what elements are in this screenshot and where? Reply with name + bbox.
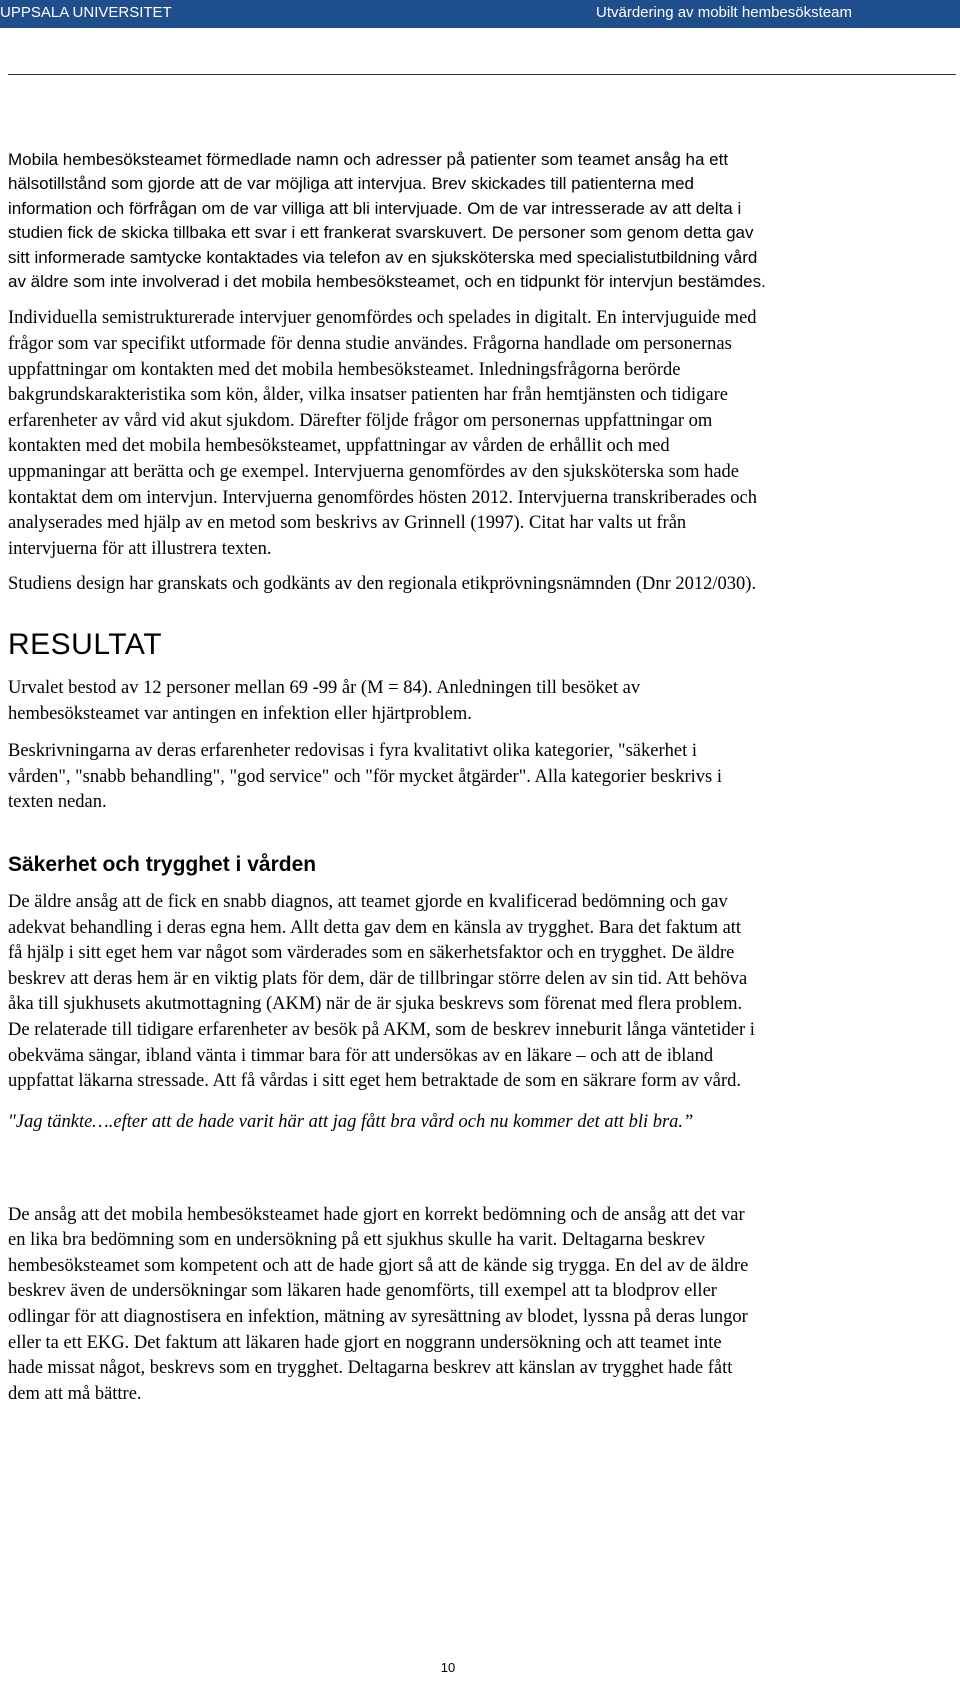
text-line: Beskrivningarna av deras erfarenheter redovisas i fyra kvalitativt olika kategorier, "säkerhet i [8,741,697,762]
text-line: De äldre ansåg att de fick en snabb diagnos, att teamet gjorde en kvalificerad bedömning och gav [8,891,728,912]
text-line: åka till sjukhusets akutmottagning (AKM) när de är sjuka beskrevs som förenat med flera problem. [8,994,743,1015]
text-line: erfarenheter av vård vid akut sjukdom. Därefter följde frågor om personernas uppfattningar om [8,410,713,431]
text-line: analyserades med hjälp av en metod som beskrivs av Grinnell (1997). Citat har valts ut från [8,513,687,534]
text-line: texten nedan. [8,792,107,813]
text-line: uppfattat läkarna stressade. Att få vårdas i sitt eget hem betraktade de som en säkrare form av vård. [8,1071,742,1092]
text-line: information och förfrågan om de var villiga att bli intervjuade. Om de var intresserade av att delta i [8,198,742,218]
header-university: UPPSALA UNIVERSITET [0,4,172,21]
text-line: av äldre som inte involverad i det mobila hembesöksteamet, och en tidpunkt för intervjun bestämdes. [8,272,766,292]
text-line: uppmaningar att berätta och ge exempel. Intervjuerna genomfördes av den sjuksköterska som hade [8,462,740,482]
methods-paragraph [8,306,958,562]
safety-section-heading: Säkerhet och trygghet i vården [8,852,317,876]
text-line: en lika bra bedömning som en undersökning på ett sjukhus skulle ha varit. Deltagarna beskrev [8,1230,706,1251]
text-line: hembesöksteamet var antingen en infektion eller hjärtproblem. [8,703,472,724]
results-sample-paragraph [8,676,958,727]
text-line: få hjälp i sitt eget hem var något som värderades som en säkerhetsfaktor och en trygghet. De äldre [8,943,735,964]
text-line: De relaterade till tidigare erfarenheter av besök på AKM, som de beskrev inneburit långa väntetider i [8,1019,755,1040]
text-line: sitt informerade samtycke kontaktades via telefon av en sjuksköterska med specialistutbildning vård [8,247,758,267]
header-divider [8,74,956,75]
text-line: hembesöksteamet som kompetent och att de hade gjort så att de kände sig trygga. En del av de äldre [8,1255,749,1276]
text-line: adekvat behandling i deras egna hem. Allt detta gav dem en känsla av trygghet. Bara det faktum att [8,917,742,938]
safety-paragraph [8,890,958,1095]
text-line: kontaktat dem om intervjun. Intervjuerna genomfördes hösten 2012. Intervjuerna transkriberades och [8,487,758,508]
participant-quote: "Jag tänkte….efter att de hade varit här att jag fått bra vård och nu kommer det att bli bra.” [8,1111,694,1132]
text-line: hade missat något, beskrevs som en trygghet. Deltagarna beskrev att känslan av trygghet hade fått [8,1358,733,1379]
results-heading: RESULTAT [8,627,163,661]
text-line: Studiens design har granskats och godkänts av den regionala etikprövningsnämnden (Dnr 2012/030). [8,574,757,595]
text-line: De ansåg att det mobila hembesöksteamet hade gjort en korrekt bedömning och de ansåg att det var [8,1204,745,1225]
header-bar [0,0,960,28]
header-document-title: Utvärdering av mobilt hembesöksteam [596,4,852,21]
ethics-paragraph [8,572,958,598]
intro-paragraph [8,148,958,294]
text-line: uppfattningar om kontakten med det mobila hembesöksteamet. Inledningsfrågorna berörde [8,359,681,380]
text-line: frågor som var specifikt utformade för denna studie användes. Frågorna handlade om personernas [8,334,732,355]
text-line: beskrev även de undersökningar som läkaren hade genomförts, till exempel att ta blodprov eller [8,1281,717,1302]
text-line: studien fick de skicka tillbaka ett svar i ett frankerat svarskuvert. De personer som genom detta gav [8,223,754,243]
assessment-paragraph [8,1203,958,1408]
text-line: Mobila hembesöksteamet förmedlade namn och adresser på patienter som teamet ansåg ha ett [8,150,729,169]
section-spacer [8,1135,958,1203]
text-line: bakgrundskarakteristika som kön, ålder, vilka insatser patienten har från hemtjänsten och tidigare [8,385,729,406]
text-line: eller ta ett EKG. Det faktum att läkaren hade gjort en noggrann undersökning och att teamet inte [8,1332,722,1353]
text-line: beskrev att deras hem är en viktig plats för dem, där de tillbringar större delen av sin tid. Att behöva [8,968,748,989]
page-number: 10 [440,1660,456,1675]
page-body [8,148,958,1407]
text-line: Urvalet bestod av 12 personer mellan 69 -99 år (M = 84). Anledningen till besöket av [8,677,641,698]
text-line: obekväma sängar, ibland vänta i timmar bara för att undersökas av en läkare – och att de ibland [8,1045,714,1066]
text-line: Individuella semistrukturerade intervjuer genomfördes och spelades in digitalt. En intervjuguide med [8,308,757,329]
text-line: intervjuerna för att illustrera texten. [8,538,272,559]
text-line: dem att må bättre. [8,1383,142,1404]
text-line: vården", "snabb behandling", "god service" och "för mycket åtgärder". Alla kategorier beskrivs i [8,766,723,787]
text-line: odlingar för att diagnostisera en infektion, mätning av syresättning av blodet, lyssna på deras lungor [8,1307,748,1328]
results-categories-paragraph [8,739,958,816]
text-line: kontakten med det mobila hembesöksteamet, uppfattningar av vården de erhållit och med [8,436,670,457]
text-line: hälsotillstånd som gjorde att de var möjliga att intervjua. Brev skickades till patienterna med [8,174,695,194]
